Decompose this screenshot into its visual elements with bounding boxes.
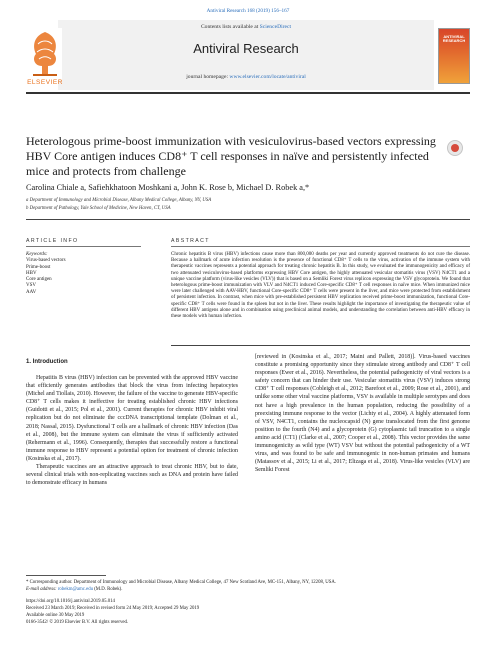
body-left-column [26,374,238,487]
affiliation-a: a Department of Immunology and Microbial Disease, Albany Medical College, Albany, NY, USA [26,198,212,203]
keyword-item: VSV [26,283,37,289]
elsevier-tree-logo-icon [28,28,62,80]
body-right-column [255,353,470,474]
publisher-name: ELSEVIER [27,79,63,86]
email-label: E-mail address: [26,587,58,592]
crossmark-icon[interactable] [447,140,463,156]
journal-citation-line[interactable]: Antiviral Research 168 (2019) 156–167 [206,8,290,14]
abstract-text: Chronic hepatitis B virus (HBV) infections cause more than 800,000 deaths per year and currently approved treatments do not cure the disease. Because a hallmark of acute infection resolution is the presence of functional CD8⁺ T cells to the virus, activation of the immune system with therapeutic vaccines represents a potential approach for treating chronic hepatitis B. In this study, we evaluated the immunogenicity and efficacy of two attenuated vesiculovirus-based platforms expressing HBV Core antigen, the highly attenuated vesicular stomatitis virus (VSV) N4CT1 and a unique vaccine platform (virus-like vesicles (VLV)) that is based on a Semliki Forest virus replicon expressing the VSV glycoprotein. We found that heterologous prime-boost immunization with VLV and N4CT1 induced Core-specific CD8⁺ T cell responses in naïve mice. When immunized mice were later challenged with AAV-HBV, functional Core-specific CD8⁺ T cells were present in the liver, and mice were protected from establishment of persistent infection. In contrast, when mice with pre-established persistent HBV replication received prime-boost immunization, functional Core-specific CD8⁺ T cells were found in the spleen but not in the liver. These results highlight the importance of investigating the therapeutic value of different HBV antigens alone and in combination using preclinical animal models, and understanding the correlation between anti-HBV efficacy in these models with human infection. [171,252,470,320]
keyword-item: Prime-boost [26,264,51,270]
abstract-heading: ABSTRACT [171,238,210,244]
cover-title: ANTIVIRAL RESEARCH [442,34,466,44]
article-title: Heterologous prime-boost immunization with vesiculovirus-based vectors expressing HBV Core antigen induces CD8⁺ T cell responses in naïve and persistently infected mice and protects from challenge [26,134,436,178]
copyright-line: 0166-3542/ © 2019 Elsevier B.V. All rights reserved. [26,620,129,625]
keyword-item: Core antigen [26,277,52,283]
keyword-item: AAV [26,289,37,295]
journal-title: Antiviral Research [193,41,299,56]
contents-prefix: Contents lists available at [200,24,260,30]
keywords-label: Keywords: [26,252,48,257]
email-suffix: (M.D. Robek). [93,587,123,592]
body-paragraph: [reviewed in (Kosinska et al., 2017; Maini and Pallett, 2018)]. Virus-based vaccines constitute a promising opportunity since they stimulate strong antibody and CD8⁺ T cell responses (Ewer et al., 2016). Nevertheless, the potential pathogenicity of viral vectors is a safety concern that can hinder their use. Vesicular stomatitis virus (VSV) induces strong CD8⁺ T cell responses (Cobleigh et al., 2012; Barefoot et al., 2009; Rose et al., 2001), and unlike some other viral vaccine platforms, VSV is available in multiple serotypes and does not have a high prevalence in the human population, reducing the possibility of a preexisting immune response to the vector (Lichty et al., 2004). A highly attenuated form of VSV, N4CT1, contains the nucleocapsid (N) gene translocated from the first genome position to the fourth (N4) and a glycoprotein (G) cytoplasmic tail truncation to a single amino acid (CT1) (Clarke et al., 2007; Cooper et al., 2008). This vector provides the same immunogenicity as wild type (WT) VSV but without the potential pathogenicity of a WT virus, and was found to be safe and immunogenic in non-human primates and humans (Matassov et al., 2015; Li et al., 2017; Elizaga et al., 2018). Virus-like vesicles (VLV) are Semliki Forest [255,354,470,474]
body-paragraph: Hepatitis B virus (HBV) infection can be prevented with the approved HBV vaccine that efficiently generates antibodies that block the virus from infecting hepatocytes (Michel and Tiollais, 2010). However, the failure of the vaccine to generate HBV-specific CD8⁺ T cells makes it ineffective for treating established chronic HBV infections (Guidotti et al., 2015; Pol et al., 2001). Current therapies for chronic HBV inhibit viral replication but do not eliminate the cccDNA transcriptional template (Dolman et al., 2018; Nassal, 2015). Dysfunctional T cells are a hallmark of chronic HBV infection (Das et al., 2008), but the immune system can eliminate the virus if sufficiently activated (Rehermann et al., 1996). Consequently, therapies that successfully restore a functional immune response to HBV represent a potential option for treatment of chronic infection (Kosinska et al., 2017). [26,375,238,462]
abstract-end-rule [171,345,470,346]
footnote-rule [26,575,106,576]
keywords-block [26,252,141,296]
email-link[interactable]: robekm@amc.edu [57,587,93,592]
doi-link[interactable]: https://doi.org/10.1016/j.antiviral.2019.05.014 [26,599,115,604]
sciencedirect-link[interactable]: ScienceDirect [259,24,292,30]
front-matter-rule [26,219,470,220]
homepage-link[interactable]: www.elsevier.com/locate/antiviral [229,74,306,80]
author-list: Carolina Chiale a, Safiehkhatoon Moshkani a, John K. Rose b, Michael D. Robek a,* [26,183,310,192]
keyword-item: Virus-based vectors [26,258,66,264]
email-line [26,587,470,592]
journal-cover-image[interactable] [438,28,470,84]
section-heading-introduction: 1. Introduction [26,359,68,365]
affiliation-b: b Department of Pathology, Yale School of Medicine, New Haven, CT, USA [26,206,171,211]
article-info-heading: ARTICLE INFO [26,238,79,244]
header-rule [26,92,470,94]
contents-line [58,24,434,30]
received-dates: Received 23 March 2019; Received in revised form 24 May 2019; Accepted 29 May 2019 [26,606,200,611]
corresponding-author-note: * Corresponding author. Department of Immunology and Microbial Disease, Albany Medical College, 47 New Scotland Ave, MC-151, Albany, NY, 12208, USA. [26,580,337,585]
homepage-prefix: journal homepage: [186,74,230,80]
available-online: Available online 30 May 2019 [26,613,85,618]
keyword-item: HBV [26,270,37,276]
journal-homepage-line [58,74,434,80]
body-paragraph: Therapeutic vaccines are an attractive approach to treat chronic HBV, but to date, several clinical trials with non-replicating vaccines such as DNA and protein have failed to demonstrate efficacy in humans [26,464,238,487]
